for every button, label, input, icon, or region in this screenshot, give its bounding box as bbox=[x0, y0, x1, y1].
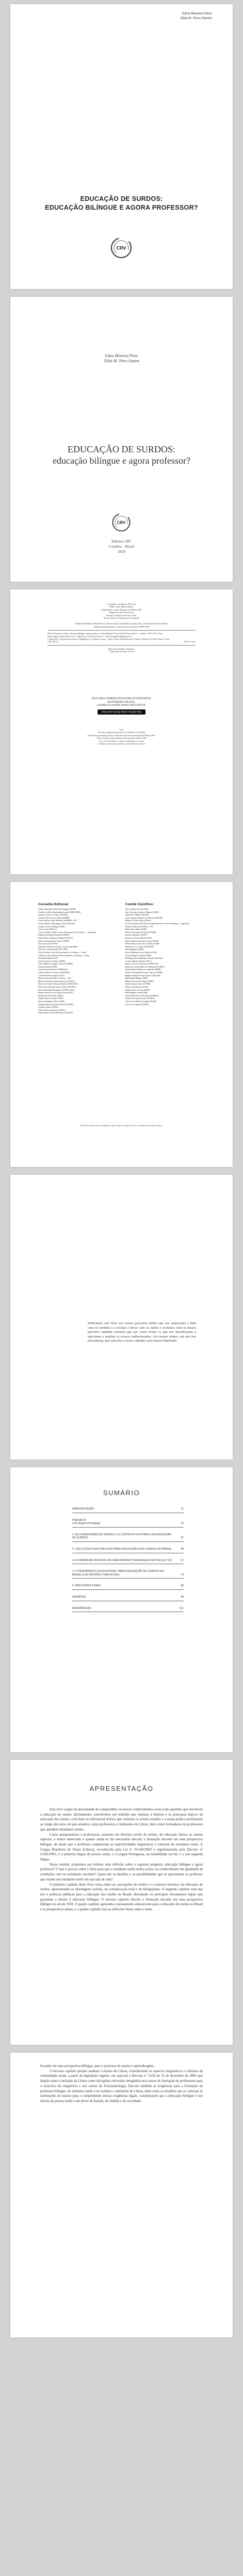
council-member: Anselmo Alencar Colares (UFOPA) bbox=[38, 913, 68, 917]
council-member: Maria Cristina dos Santos Bezerra (UFSCar) bbox=[38, 979, 75, 982]
crv-logo-icon bbox=[111, 512, 132, 533]
cover-authors bbox=[180, 11, 212, 21]
council-member: Rodrigo Pratte-Santos (UFES) bbox=[38, 994, 63, 997]
toc-entry-page: 39 bbox=[181, 1547, 184, 1551]
title-page bbox=[10, 297, 233, 582]
council-member: Eduardo Fernandes Barbosa (UFMG) bbox=[38, 934, 70, 937]
dedication-text: Dedicamos este livro aos nossos parceiros surdos que nos inspiraram a falar com os ouvintes e a escutar e trocar com os surdos e ouvintes; com os nossos parceiros também ouvintes que por vezes foram os que nos incentivaram a aproximar e ampliar os nossos conhecimentos. Aos nossos alunos, aos que nos precederam, que sem eles o nosso caminho seria menos iluminado. bbox=[88, 1321, 196, 1343]
council-member: Aldira Guimarães Duarte Domínguez (UNB) bbox=[38, 908, 76, 910]
toc-entry-title: 2. LEIS E POLÍTICAS PÚBLICAS PARA A EDUCAÇÃO DOS SURDOS NO BRASIL bbox=[72, 1547, 172, 1551]
toc-entry[interactable] bbox=[72, 1584, 184, 1590]
committee-member: Maria Lília Imbiriba Sousa Colares (UFOPA) bbox=[125, 971, 163, 974]
toc-list bbox=[72, 1507, 184, 1618]
committee-member: Suzana dos Santos Gomes (UFMG) bbox=[125, 997, 155, 1000]
committee-member: Eliane Rose Maio (UEM) bbox=[125, 928, 147, 931]
title-authors: Edna Misseno Pires Zilda M. Pires Santos bbox=[103, 353, 140, 363]
index-title: Índice para catálogo sistemático bbox=[108, 647, 135, 650]
presentation-title: APRESENTAÇÃO bbox=[89, 1785, 154, 1792]
cip-block bbox=[47, 603, 196, 653]
crv-logo-icon bbox=[109, 236, 133, 260]
council-member: Fernando Antônio Gonçalves Alcoforado (IPB) bbox=[38, 945, 77, 948]
council-member: Renato Francisco dos Santos Paula (UFG) bbox=[38, 991, 73, 994]
toc-entry-page: 57 bbox=[181, 1558, 184, 1562]
committee-member: Silvia Regina Canan (URI) bbox=[125, 991, 148, 994]
council-member: Carlos Alberto Vilar Estêvão (UMINHO – PT) bbox=[38, 919, 77, 922]
paragraph: Este livro surgiu da necessidade de compartilhar os nossos conhecimentos acerca das questões que envolvem a educação de surdos. Inicialmente, concebemos um trabalho que reunisse a história e os principais marcos da educação dos surdos, com base no referencial teórico que orientou os nossos estudos e a nossa prática profissional ao longo dos anos em que atuamos como professoras e intérpretes de Libras, bem como formadoras de professores que atendem estudantes surdos. bbox=[40, 1808, 203, 1832]
index-entry: 1. Educação de surdos 371.912 bbox=[108, 650, 135, 653]
council-member: Lourdes Helena da Silva (UFV) bbox=[38, 974, 65, 977]
council-member: Carmen Tereza Velanga (UNIR) bbox=[38, 925, 65, 928]
toc-entry[interactable] bbox=[72, 1559, 184, 1565]
council-page bbox=[10, 882, 233, 1167]
cover-title: EDUCAÇÃO DE SURDOS: EDUCAÇÃO BILÍNGUE E AGORA PROFESSOR? bbox=[45, 195, 198, 211]
svg-text:CRV: CRV bbox=[116, 245, 126, 251]
council-member: Lídia de Oliveira Xavier (UNIEURO) bbox=[38, 971, 70, 974]
digital-catalog: ESTA OBRA TAMBÉM ENCONTRA-SE DISPONÍVEL EM FORMATO DIGITAL. CONHEÇA E BAIXE NOSSO APLICATIVO! Disponível na App Store | Google Play bbox=[47, 698, 196, 715]
presentation-page bbox=[10, 1760, 233, 2045]
council-member: Leonel Severo Rocha (UNISINOS) bbox=[38, 968, 68, 971]
cip-header: DADOS INTERNACIONAIS DE CATALOGAÇÃO NA PUBLICAÇÃO (CIP) CATALOGAÇÃO NA FONTE bbox=[75, 622, 168, 625]
toc-entry-page: 15 bbox=[181, 1522, 184, 1526]
scientific-committee: Comitê Científico: Altair Alberto Fávero (UPF) Ana Chrystina Venancio Mignot (UERJ) Andréia N. Militão (UEMS) Anna Augusta Sampaio de Oliveira (UNESP) Barbara Coelho Neves (UFBA) Cesar Gerónimo Tello (Universidad Nacional de Três de Febrero – Argentina) Diosnel Centurion (UNIDA – PY) Eliane Rose Maio (UEM) Elizeu Clementino de Souza (UNEB) Fauston Negreiros (UFPI) Francisco Ari de Andrade (UFC) Gláucia Maria dos Santos Jorge (UFOP) Helder Buenos Aires de Carvalho (UFPI) Ilma Passos A. Veiga (UNICEUB) Inês Bragança (UERJ) José de Ribamar Sousa Pereira (UCB) Jussara Fraga Portugal (UNEB) Kilwangy Kya Kapitango-a-Samba (Unemat) Lourdes Helena da Silva (UFV) Marcos Vinicius Francisco (UNOESTE) Maria de Lourdes Pinto de Almeida (UNOESC) Maria Eurácia Barreto de Andrade (UFRB) Maria Lília Imbiriba Sousa Colares (UFOPA) Míghian Danae Ferreira Nunes (UNILAB) Mohammed Elhajji (UFRJ) Mônica Pereira dos Santos (UFRJ) Najela Tavares Ujiie (UTFPR) Nilson José Machado (USP) Sérgio Nunes de Jesus (IFRO) Silvia Regina Canan (URI) Sonia Maria Ferreira Koehler (UNISAL) Suzana dos Santos Gomes (UFMG) Vânia Alves Martins Chaigar (FURG) Vera Lucia Gaspar (UDESC) bbox=[125, 903, 205, 1014]
title-publisher-block: Editora CRV Curitiba – Brasil 2019 bbox=[108, 539, 135, 554]
toc-entry[interactable] bbox=[72, 1596, 184, 1601]
cover-author: Edna Misseno Pires bbox=[182, 12, 212, 15]
council-member: Elione Maria Nogueira Diogenes (UFAL) bbox=[38, 936, 73, 939]
committee-member: Ilma Passos A. Veiga (UNICEUB) bbox=[125, 945, 154, 948]
credits: Copyright © da Editora CRV Ltda. Editor-chefe: Railson Moura Diagramação e Capa: Designers da Editora CRV Imagem da capa: Freepik.com Revisão: Analista de Escrita e Artes Revisão (Cap. 5): Adriana Lins de Andrade bbox=[101, 603, 142, 620]
committee-list bbox=[125, 908, 205, 1006]
council-member: Celso Conti (UFSCar) bbox=[38, 928, 57, 931]
toc-entry-page: 121 bbox=[179, 1606, 184, 1610]
paragraph: O terceiro capítulo propõe analisar o ensino de Libras, considerando os aspectos linguísticos e culturais da comunidade surda, a partir da legislação vigente, em especial o Decreto nº 5.626 de 22 de dezembro de 2005 que dispõe sobre a inclusão da Libras como disciplina curricular obrigatória nos cursos de formação de professores para o exercício do magistério e nos cursos de Fonoaudiologia. Discute também as exigências para a formação do professor bilíngue, do instrutor surdo e do tradutor e intérprete de Libras, bem como os desafios que se colocam às instituições de ensino para o cumprimento dessas exigências legais, considerando que a educação bilíngue é um direito da pessoa surda e um dever do Estado, da família e da sociedade. bbox=[40, 2069, 203, 2103]
committee-member: Sérgio Nunes de Jesus (IFRO) bbox=[125, 988, 151, 991]
toc-entry-page: 11 bbox=[181, 1507, 184, 1511]
toc-entry[interactable] bbox=[72, 1507, 184, 1513]
committee-member: Nilson José Machado (USP) bbox=[125, 986, 149, 989]
committee-member: Anna Augusta Sampaio de Oliveira (UNESP) bbox=[125, 916, 163, 919]
committee-member: Barbara Coelho Neves (UFBA) bbox=[125, 919, 152, 922]
committee-member: Míghian Danae Ferreira Nunes (UNILAB) bbox=[125, 974, 160, 977]
council-columns bbox=[38, 903, 205, 1014]
committee-member: Ana Chrystina Venancio Mignot (UERJ) bbox=[125, 910, 159, 913]
council-member: Carlos Federico Dominguez Avila (Unieuro) bbox=[38, 922, 75, 925]
committee-member: Lourdes Helena da Silva (UFV) bbox=[125, 959, 152, 962]
paragraph: O primeiro capítulo deste livro versa sobre as concepções de surdez e o contexto histórico da educação de surdos, apresentando as abordagens oralista, da comunicação total e do bilinguismo. O segundo capítulo trata das leis e políticas públicas para a educação dos surdos no Brasil, abordando os principais documentos legais que garantem o direito à educação bilíngue. O terceiro capítulo discute a formação docente em uma perspectiva bilíngue no século XXI. O quarto capítulo apresenta o pensamento educacional para a educação de surdos no Brasil e as perspectivas atuais, e o quinto capítulo traz as reflexões finais sobre o tema. bbox=[40, 1883, 203, 1912]
committee-member: Marcos Vinicius Francisco (UNOESTE) bbox=[125, 962, 159, 965]
committee-member: Helder Buenos Aires de Carvalho (UFPI) bbox=[125, 942, 159, 945]
toc-entry-title: APRESENTAÇÃO bbox=[72, 1507, 94, 1511]
committee-member: Maria de Lourdes Pinto de Almeida (UNOESC) bbox=[125, 965, 165, 968]
committee-member: Vera Lucia Gaspar (UDESC) bbox=[125, 1003, 150, 1006]
committee-member: Jussara Fraga Portugal (UNEB) bbox=[125, 954, 152, 957]
toc-entry-title: 1. AS CONCEPÇÕES DE SURDEZ E O CONTEXTO HISTÓRICO DA EDUCAÇÃO DE SURDOS bbox=[72, 1533, 172, 1540]
committee-member: Gláucia Maria dos Santos Jorge (UFOP) bbox=[125, 939, 159, 942]
committee-member: Fauston Negreiros (UFPI) bbox=[125, 934, 147, 937]
paragraph: focando em uma perspectiva bilíngue, para o processo de ensino e aprendizagem. bbox=[40, 2064, 155, 2068]
continuation-page bbox=[10, 2053, 233, 2337]
continuation-text bbox=[40, 2064, 203, 2104]
cip-record: P667 Educação de surdos: educação bilíngue e agora professor? / Edna Misseno Pires, Zilda M. Pires Santos – Curitiba : CRV, 2019. 150 p. ISBN Digital 978-85-444-3179-4 · ISBN Físico 978-85-444-3178-7 · DOI 10.24824/978854443178.7 1. Educação 2. Educação de surdos 3. Bilinguismo 4. Língua de sinais – surdos I. Pires, Edna Misseno II. Santos, Zilda M. Pires III. Título IV. Série CDU 376.33 CDD 371.912 bbox=[47, 630, 196, 646]
committee-member: Mônica Pereira dos Santos (UFRJ) bbox=[125, 979, 154, 982]
toc-entry[interactable] bbox=[72, 1548, 184, 1553]
council-member: João Adalberto Campato Junior (UNESP) bbox=[38, 962, 73, 965]
council-member: Antônio Pereira Gaio Júnior (UFRRJ) bbox=[38, 916, 70, 919]
council-member: Maria de Lourdes Pinto de Almeida (UNOESC) bbox=[38, 982, 78, 986]
toc-entry-page: 21 bbox=[181, 1536, 184, 1540]
council-member: Cesar Gerónimo Tello (Univer. Nacional Três de Febrero – Argentina) bbox=[38, 930, 96, 934]
toc-title: SUMÁRIO bbox=[103, 1489, 140, 1497]
dedication-page bbox=[10, 1175, 233, 1460]
editorial-council: Conselho Editorial: Aldira Guimarães Duarte Domínguez (UNB) Andréia da Silva Quintanilha Sousa (UNIR/UFRN) Anselmo Alencar Colares (UFOPA) Antônio Pereira Gaio Júnior (UFRRJ) Carlos Alberto Vilar Estêvão (UMINHO – PT) Carlos Federico Dominguez Avila (Unieuro) Carmen Tereza Velanga (UNIR) Celso Conti (UFSCar) Cesar Gerónimo Tello (Univer. Nacional Três de Febrero – Argentina) Eduardo Fernandes Barbosa (UFMG) Elione Maria Nogueira Diogenes (UFAL) Elizeu Clementino de Souza (UNEB) Élsio José Corá (UFFS) Fernando Antônio Gonçalves Alcoforado (IPB) Francisco Carlos Duarte (PUC-PR) Gloria Fariñas León (Universidade de La Havana – Cuba) Guillermo Arias Beatón (Universidade de La Havana – Cuba) Helmuth Krüger (UCP) Jailson Alves dos Santos (UFRJ) João Adalberto Campato Junior (UNESP) Josania Portela (UFPI) Leonel Severo Rocha (UNISINOS) Lídia de Oliveira Xavier (UNIEURO) Lourdes Helena da Silva (UFV) Marcelo Paixão (UFRJ e UTexas – US) Maria Cristina dos Santos Bezerra (UFSCar) Maria de Lourdes Pinto de Almeida (UNOESC) Maria Lília Imbiriba Sousa Colares (UFOPA) Paulo Romualdo Hernandes (UNIFAL-MG) Renato Francisco dos Santos Paula (UFG) Rodrigo Pratte-Santos (UFES) Sérgio Nunes de Jesus (IFRO) Simone Rodrigues Pinto (UNB) Solange Helena Ximenes-Rocha (UFOPA) Sydione Santos (UEPG) Tadeu Oliver Gonçalves (UFPA) Tania Suely Azevedo Brasileiro (UFOPA) bbox=[38, 903, 118, 1014]
council-member: Francisco Carlos Duarte (PUC-PR) bbox=[38, 948, 68, 951]
council-member: Tania Suely Azevedo Brasileiro (UFOPA) bbox=[38, 1011, 73, 1014]
committee-member: Inês Bragança (UERJ) bbox=[125, 948, 144, 951]
legal-notice: 2019 Foi feito o depósito legal conf. Lei 10.994 de 14/12/2004 Proibida a reprodução parcial ou total desta obra sem autorização da Editora CRV Todos os direitos desta edição reservados pela: Editora CRV Tel.: (41) 3039-6418 – E-mail: sac@editoracrv.com.br Conheça os nossos lançamentos: www.editoracrv.com.br bbox=[88, 728, 155, 745]
council-member: Gloria Fariñas León (Universidade de La Havana – Cuba) bbox=[38, 951, 86, 954]
toc-entry-title: 5. REFLEXÕES FINAIS bbox=[72, 1584, 101, 1588]
peer-review-note: Este livro passou por avaliação e aprovação às cegas de dois ou mais pareceristas ad hoc. bbox=[80, 1124, 163, 1127]
toc-entry[interactable] bbox=[72, 1607, 184, 1613]
toc-entry-page: 99 bbox=[181, 1595, 184, 1599]
committee-member: Francisco Ari de Andrade (UFC) bbox=[125, 936, 152, 939]
svg-text:CRV: CRV bbox=[117, 520, 126, 526]
council-member: Jailson Alves dos Santos (UFRJ) bbox=[38, 959, 66, 962]
toc-entry-title: 3. A FORMAÇÃO DOCENTE EM UMA PERSPECTIVA BILÍNGUE NO SÉCULO XXI bbox=[72, 1558, 172, 1562]
council-list bbox=[38, 908, 118, 1014]
council-member: Josania Portela (UFPI) bbox=[38, 965, 57, 968]
committee-member: Maria Eurácia Barreto de Andrade (UFRB) bbox=[125, 968, 161, 971]
toc-entry[interactable] bbox=[72, 1519, 184, 1528]
copyright-page bbox=[10, 589, 233, 874]
committee-member: Kilwangy Kya Kapitango-a-Samba (Unemat) bbox=[125, 957, 163, 960]
council-member: Tadeu Oliver Gonçalves (UFPA) bbox=[38, 1008, 66, 1011]
committee-member: Mohammed Elhajji (UFRJ) bbox=[125, 977, 148, 980]
council-member: Maria Lília Imbiriba Sousa Colares (UFOPA) bbox=[38, 986, 76, 989]
toc-entry-page: 79 bbox=[181, 1573, 184, 1577]
committee-member: José de Ribamar Sousa Pereira (UCB) bbox=[125, 951, 157, 954]
cover-page bbox=[10, 4, 233, 289]
committee-member: Cesar Gerónimo Tello (Universidad Nacional de Três de Febrero – Argentina) bbox=[125, 922, 190, 925]
toc-entry-title: REFERÊNCIAS bbox=[72, 1606, 91, 1610]
toc-entry-title: 4. O PENSAMENTO EDUCACIONAL PARA A EDUCAÇÃO DE SURDOS NO BRASIL E AS PERSPECTIVAS ATUAIS bbox=[72, 1570, 164, 1577]
committee-member: Vânia Alves Martins Chaigar (FURG) bbox=[125, 1000, 157, 1003]
council-member: Andréia da Silva Quintanilha Sousa (UNIR/UFRN) bbox=[38, 910, 81, 913]
title-heading: EDUCAÇÃO DE SURDOS: educação bilíngue e agora professor? bbox=[53, 444, 190, 466]
council-member: Solange Helena Ximenes-Rocha (UFOPA) bbox=[38, 1003, 74, 1006]
council-member: Sydione Santos (UEPG) bbox=[38, 1006, 58, 1009]
toc-entry-page: 95 bbox=[181, 1584, 184, 1588]
council-member: Simone Rodrigues Pinto (UNB) bbox=[38, 1000, 65, 1003]
committee-member: Altair Alberto Fávero (UPF) bbox=[125, 908, 149, 910]
council-member: Marcelo Paixão (UFRJ e UTexas – US) bbox=[38, 977, 71, 980]
cover-author: Zilda M. Pires Santos bbox=[180, 16, 212, 20]
toc-entry[interactable] bbox=[72, 1570, 184, 1579]
toc-entry-title: APÊNDICE bbox=[72, 1595, 86, 1599]
council-member: Guillermo Arias Beatón (Universidade de La Havana – Cuba) bbox=[38, 954, 89, 957]
committee-member: Najela Tavares Ujiie (UTFPR) bbox=[125, 982, 151, 986]
toc-page bbox=[10, 1467, 233, 1752]
committee-member: Sonia Maria Ferreira Koehler (UNISAL) bbox=[125, 994, 159, 997]
council-member: Helmuth Krüger (UCP) bbox=[38, 957, 58, 960]
committee-member: Andréia N. Militão (UEMS) bbox=[125, 913, 149, 917]
toc-entry[interactable] bbox=[72, 1533, 184, 1542]
paragraph: Como pesquisadoras e professoras, atuamos em diversos níveis de ensino, da educação básica ao ensino superior, e temos observado o quanto ainda se faz necessário discutir a formação docente em uma perspectiva bilíngue, de modo que o professor compreenda as especificidades linguísticas e culturais do estudante surdo. A Língua Brasileira de Sinais (Libras), reconhecida pela Lei nº 10.436/2002 e regulamentada pelo Decreto nº 5.626/2005, é a primeira língua da pessoa surda, e a Língua Portuguesa, na modalidade escrita, é a sua segunda língua. bbox=[40, 1833, 203, 1862]
council-member: Elizeu Clementino de Souza (UNEB) bbox=[38, 939, 69, 942]
toc-entry-title: PREFÁCIO Liria Megumi Kamigauti bbox=[72, 1518, 101, 1526]
committee-member: Elizeu Clementino de Souza (UNEB) bbox=[125, 930, 156, 934]
paragraph: Nesse sentido, propomos aos leitores uma reflexão sobre a seguinte pergunta: educação bilíngue e agora professor? O que é preciso saber e fazer para que o estudante surdo tenha acesso ao conhecimento em igualdade de condições com os estudantes ouvintes? Quais são os desafios e as possibilidades que se apresentam ao professor que recebe um estudante surdo em sua sala de aula? bbox=[40, 1862, 203, 1882]
council-member: Élsio José Corá (UFFS) bbox=[38, 942, 58, 945]
presentation-text bbox=[40, 1807, 203, 1912]
cip-librarian: Bibliotecária Responsável: Luzenira Alves dos Santos CRB9/1506 bbox=[94, 625, 149, 628]
app-store-badge[interactable]: Disponível na App Store | Google Play bbox=[98, 709, 145, 715]
committee-member: Diosnel Centurion (UNIDA – PY) bbox=[125, 925, 154, 928]
council-member: Sérgio Nunes de Jesus (IFRO) bbox=[38, 997, 63, 1000]
council-member: Paulo Romualdo Hernandes (UNIFAL-MG) bbox=[38, 988, 75, 991]
